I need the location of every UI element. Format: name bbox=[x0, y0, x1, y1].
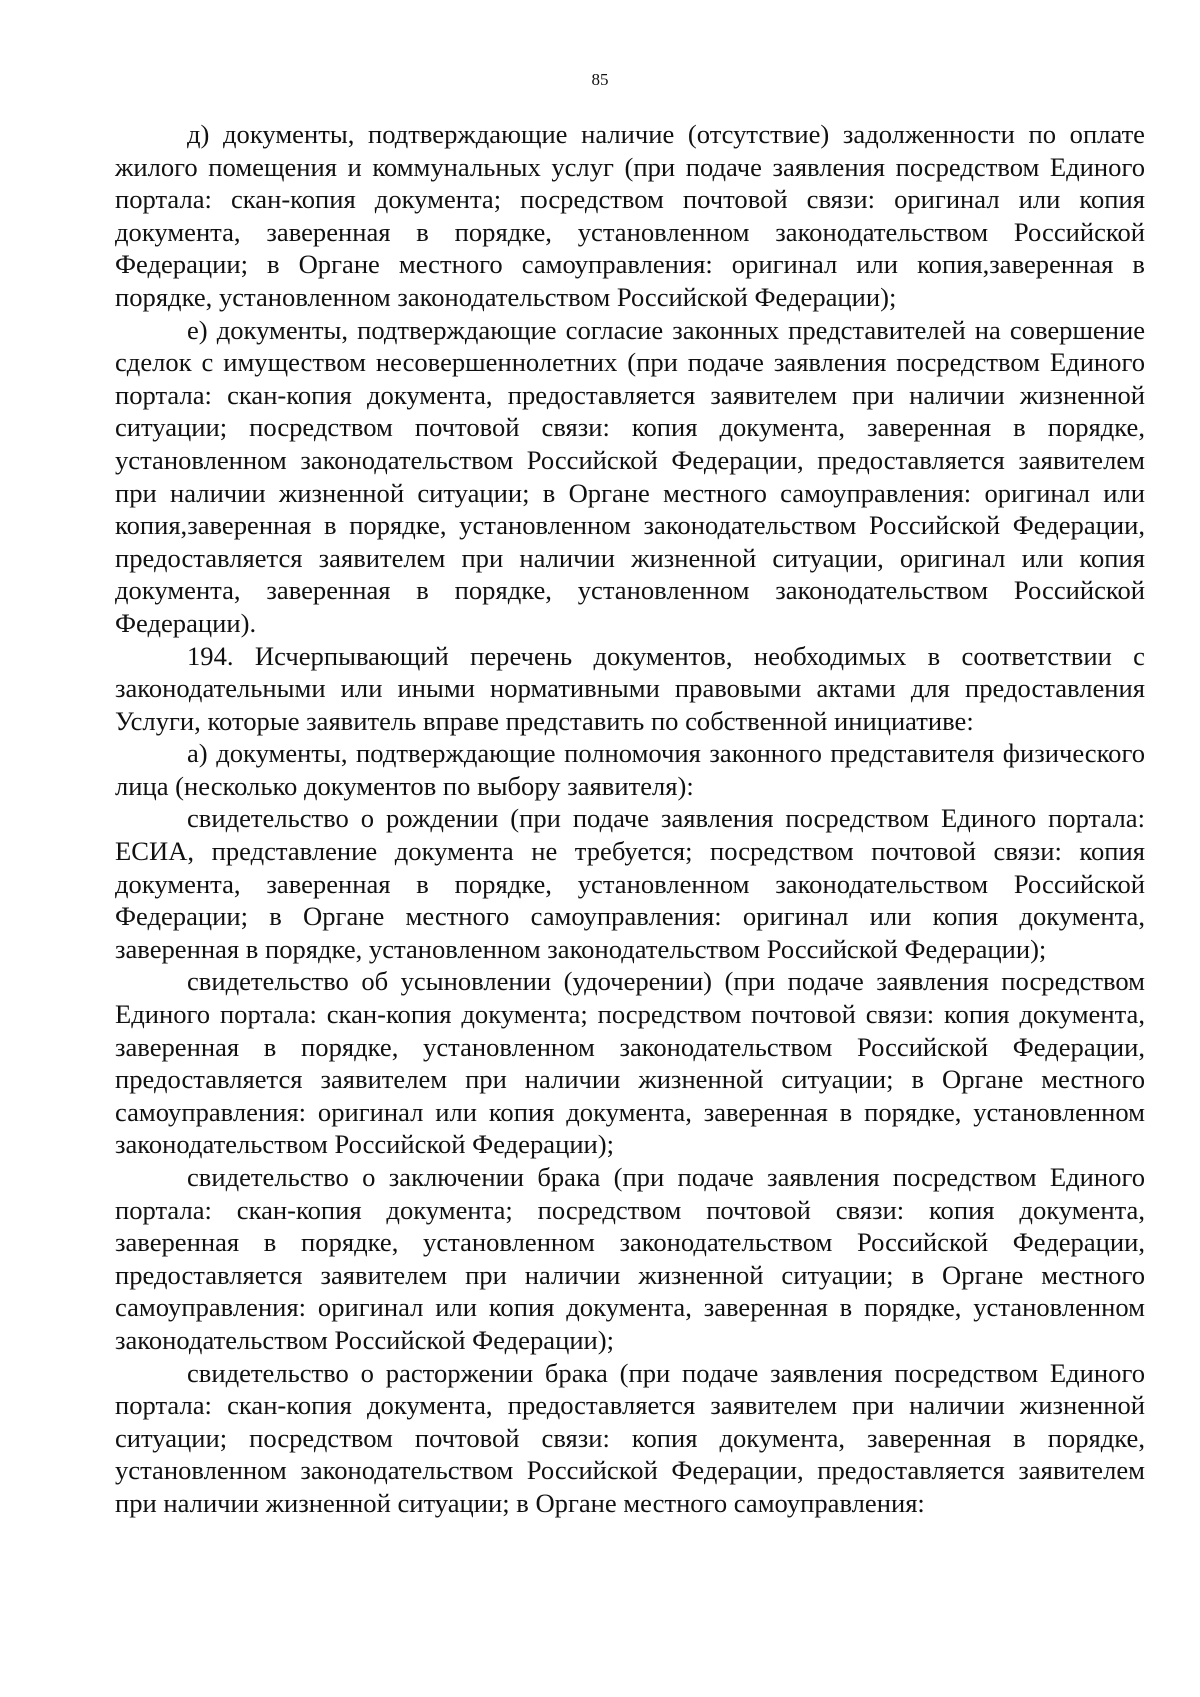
paragraph-birth-certificate: свидетельство о рождении (при подаче заявления посредством Единого портала: ЕСИА, представление документа не требуется; посредством почтовой связи: копия документа, заверенная в порядке, установленном законодательством Российской Федерации; в Органе местного самоуправления: оригинал или копия документа, заверенная в порядке, установленном законодательством Российской Федерации); bbox=[115, 803, 1145, 964]
paragraph-194: 194. Исчерпывающий перечень документов, необходимых в соответствии с законодательными или иными нормативными правовыми актами для предоставления Услуги, которые заявитель вправе представить по собственной инициативе: bbox=[115, 640, 1145, 736]
document-body bbox=[115, 118, 1145, 1520]
page-number: 85 bbox=[591, 70, 609, 89]
paragraph-marriage-certificate: свидетельство о заключении брака (при подаче заявления посредством Единого портала: скан-копия документа; посредством почтовой связи: копия документа, заверенная в порядке, установленном законодательством Российской Федерации, предоставляется заявителем при наличии жизненной ситуации; в Органе местного самоуправления: оригинал или копия документа, заверенная в порядке, установленном законодательством Российской Федерации); bbox=[115, 1162, 1145, 1355]
paragraph-e: е) документы, подтверждающие согласие законных представителей на совершение сделок с имуществом несовершеннолетних (при подаче заявления посредством Единого портала: скан-копия документа, предоставляется заявителем при наличии жизненной ситуации; посредством почтовой связи: копия документа, заверенная в порядке, установленном законодательством Российской Федерации, предоставляется заявителем при наличии жизненной ситуации; в Органе местного самоуправления: оригинал или копия,заверенная в порядке, установленном законодательством Российской Федерации, предоставляется заявителем при наличии жизненной ситуации, оригинал или копия документа, заверенная в порядке, установленном законодательством Российской Федерации). bbox=[115, 314, 1145, 638]
paragraph-a: а) документы, подтверждающие полномочия законного представителя физического лица (несколько документов по выбору заявителя): bbox=[115, 738, 1145, 801]
paragraph-divorce-certificate: свидетельство о расторжении брака (при подаче заявления посредством Единого портала: скан-копия документа, предоставляется заявителем при наличии жизненной ситуации; посредством почтовой связи: копия документа, заверенная в порядке, установленном законодательством Российской Федерации, предоставляется заявителем при наличии жизненной ситуации; в Органе местного самоуправления: bbox=[115, 1357, 1145, 1518]
paragraph-d: д) документы, подтверждающие наличие (отсутствие) задолженности по оплате жилого помещения и коммунальных услуг (при подаче заявления посредством Единого портала: скан-копия документа; посредством почтовой связи: оригинал или копия документа, заверенная в порядке, установленном законодательством Российской Федерации; в Органе местного самоуправления: оригинал или копия,заверенная в порядке, установленном законодательством Российской Федерации); bbox=[115, 119, 1145, 312]
paragraph-adoption-certificate: свидетельство об усыновлении (удочерении) (при подаче заявления посредством Единого портала: скан-копия документа; посредством почтовой связи: копия документа, заверенная в порядке, установленном законодательством Российской Федерации, предоставляется заявителем при наличии жизненной ситуации; в Органе местного самоуправления: оригинал или копия документа, заверенная в порядке, установленном законодательством Российской Федерации); bbox=[115, 966, 1145, 1160]
